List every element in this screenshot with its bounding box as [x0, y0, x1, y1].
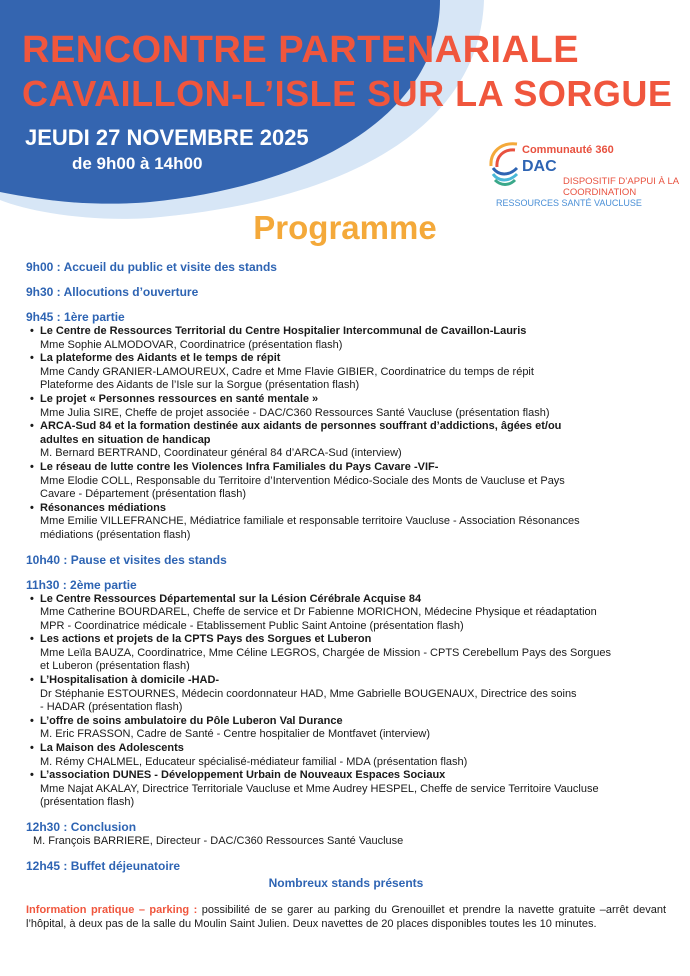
list-item: • Le Centre Ressources Départemental sur la Lésion Cérébrale Acquise 84 Mme Catherine BOURDAREL, Cheffe de service et Dr Fabienne MORICHON, Médecine Physique et réadaptation MPR - Coordinatrice médicale - Etablissement Public Saint Antoine (présentation flash) [30, 592, 597, 632]
parking-info-label: Information pratique – parking : [26, 903, 198, 916]
part1-list [26, 325, 666, 543]
slot-pause: 10h40 : Pause et visites des stands [26, 552, 227, 567]
logo-name: Communauté 360 [522, 144, 614, 156]
list-item: • Résonances médiations Mme Emilie VILLEFRANCHE, Médiatrice familiale et responsable territoire Vaucluse - Association Résonances médiations (présentation flash) [30, 501, 580, 541]
event-date: JEUDI 27 NOVEMBRE 2025 [25, 125, 309, 150]
list-item: • L’Hospitalisation à domicile -HAD- Dr Stéphanie ESTOURNES, Médecin coordonnateur HAD, Mme Gabrielle BOUGENAUX, Directrice des soins - HADAR (présentation flash) [30, 674, 577, 714]
logo-ressources: RESSOURCES SANTÉ VAUCLUSE [496, 198, 642, 208]
slot-buffet: 12h45 : Buffet déjeunatoire [26, 858, 181, 873]
event-time: de 9h00 à 14h00 [72, 154, 203, 173]
dac-logo [484, 139, 680, 211]
slot-conclusion: 12h30 : Conclusion [26, 820, 137, 834]
parking-info-text: possibilité de se garer au parking du Grenouillet et prendre la navette gratuite –arrêt devant l’hôpital, à deux pas de la salle du Moulin Saint Julien. Deux navettes de 20 places disponibles toutes les 10 minutes. [26, 903, 667, 930]
slot-part2: 11h30 : 2ème partie [26, 577, 137, 592]
parking-info [26, 903, 666, 931]
slot-accueil: 9h00 : Accueil du public et visite des stands [26, 260, 277, 274]
programme-title: Programme [253, 209, 437, 246]
list-item: • L’offre de soins ambulatoire du Pôle Luberon Val Durance M. Eric FRASSON, Cadre de Santé - Centre hospitalier de Montfavet (interview) [30, 714, 431, 741]
event-location: CAVAILLON-L’ISLE SUR LA SORGUE [22, 73, 673, 114]
list-item: • L’association DUNES - Développement Urbain de Nouveaux Espaces Sociaux Mme Najat AKALAY, Directrice Territoriale Vaucluse et Mme Audrey HESPEL, Cheffe de service Territoire Vaucluse (présentation flash) [30, 769, 599, 809]
dac-logo-icon [487, 140, 523, 190]
programme-content [26, 260, 666, 931]
list-item: • Les actions et projets de la CPTS Pays des Sorgues et Luberon Mme Leïla BAUZA, Coordinatrice, Mme Céline LEGROS, Chargée de Mission - CPTS Cerebellum Pays des Sorgues et Luberon (présentation flash) [30, 633, 612, 673]
stands-note: Nombreux stands présents [268, 875, 424, 890]
list-item: • La plateforme des Aidants et le temps de répit Mme Candy GRANIER-LAMOUREUX, Cadre et Mme Flavie GIBIER, Coordinatrice du temps de répit Plateforme des Aidants de l’Isle sur la Sorgue (présentation flash) [30, 352, 534, 392]
slot-part1: 9h45 : 1ère partie [26, 310, 125, 324]
list-item: • ARCA-Sud 84 et la formation destinée aux aidants de personnes souffrant d’addictions, âgées et/ou adultes en situation de handicap M. Bernard BERTRAND, Coordinateur général 84 d’ARCA-Sud (interview) [30, 420, 562, 460]
list-item: • La Maison des Adolescents M. Rémy CHALMEL, Educateur spécialisé-médiateur familial - MDA (présentation flash) [30, 742, 468, 768]
list-item: • Le réseau de lutte contre les Violences Infra Familiales du Pays Cavare -VIF- Mme Elodie COLL, Responsable du Territoire d’Intervention Médico-Sociale des Monts de Vaucluse et Pays Cavare - Département (présentation flash) [30, 460, 565, 501]
conclusion-detail: M. François BARRIERE, Directeur - DAC/C360 Ressources Santé Vaucluse [33, 835, 404, 847]
logo-dac: DAC [522, 158, 557, 175]
list-item: • Le projet « Personnes ressources en santé mentale » Mme Julia SIRE, Cheffe de projet associée - DAC/C360 Ressources Santé Vaucluse (présentation flash) [30, 392, 550, 419]
logo-dispositif: DISPOSITIF D’APPUI À LA COORDINATION [563, 176, 680, 198]
event-title: RENCONTRE PARTENARIALE [22, 29, 580, 71]
part2-list [26, 593, 666, 811]
list-item: • Le Centre de Ressources Territorial du Centre Hospitalier Intercommunal de Cavaillon-Lauris Mme Sophie ALMODOVAR, Coordinatrice (présentation flash) [30, 325, 527, 351]
slot-allocutions: 9h30 : Allocutions d’ouverture [26, 285, 199, 299]
